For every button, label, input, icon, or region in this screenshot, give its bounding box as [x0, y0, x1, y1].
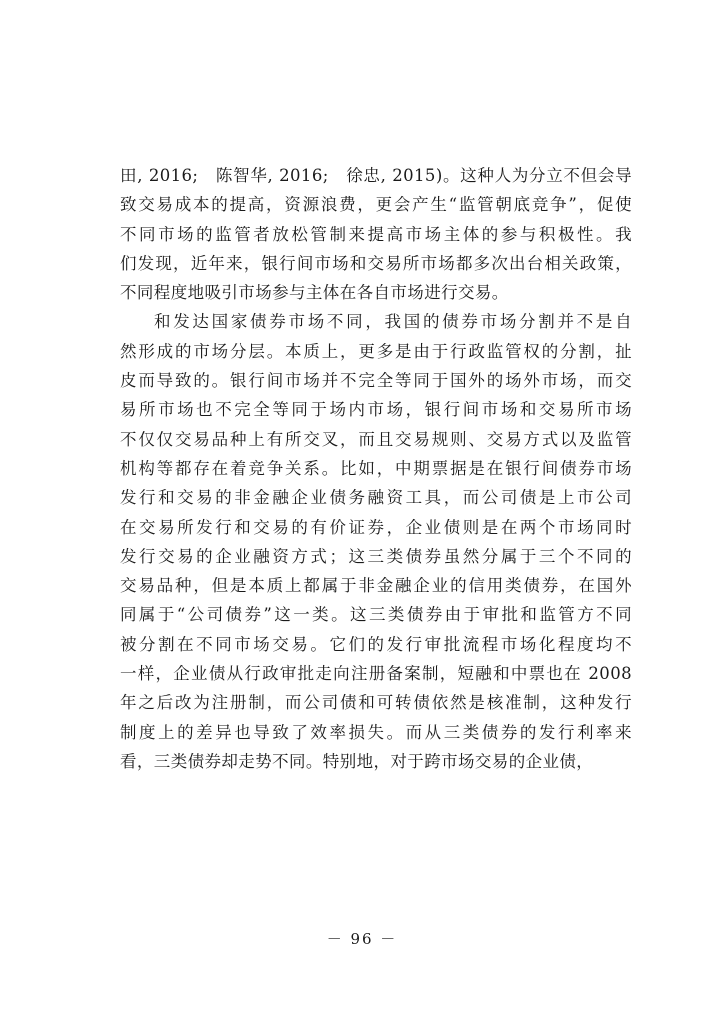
text-line: 被分割在不同市场交易。它们的发行审批流程市场化程度均不: [120, 634, 632, 654]
text-line: 年之后改为注册制，而公司债和可转债依然是核准制，这种发行: [120, 693, 632, 713]
page-number: － 96 －: [326, 930, 398, 948]
paragraph-2: [120, 307, 632, 776]
text-line: 交易品种，但是本质上都属于非金融企业的信用类债券，在国外: [120, 576, 632, 596]
text-line: 一样，企业债从行政审批走向注册备案制，短融和中票也在 2008: [120, 664, 632, 684]
text-line: 制度上的差异也导致了效率损失。而从三类债券的发行利率来: [120, 722, 632, 742]
text-line: 机构等都存在着竞争关系。比如，中期票据是在银行间债券市场: [120, 458, 632, 478]
text-line: 同属于“公司债券”这一类。这三类债券由于审批和监管方不同: [120, 605, 632, 625]
paragraph-1: [120, 161, 632, 307]
text-line: 易所市场也不完全等同于场内市场，银行间市场和交易所市场: [120, 400, 632, 420]
text-line: 看，三类债券却走势不同。特别地，对于跨市场交易的企业债，: [120, 751, 594, 771]
text-line: 致交易成本的提高，资源浪费，更会产生“监管朝底竞争”，促使: [120, 195, 632, 215]
text-line: 皮而导致的。银行间市场并不完全等同于国外的场外市场，而交: [120, 371, 632, 391]
text-line: 不同市场的监管者放松管制来提高市场主体的参与积极性。我: [120, 224, 632, 244]
text-line: 们发现，近年来，银行间市场和交易所市场都多次出台相关政策，: [120, 253, 632, 273]
text-line: 发行和交易的非金融企业债务融资工具，而公司债是上市公司: [120, 488, 632, 508]
text-line: 和发达国家债券市场不同，我国的债券市场分割并不是自: [154, 312, 632, 332]
text-line: 在交易所发行和交易的有价证券，企业债则是在两个市场同时: [120, 517, 632, 537]
text-line: 不仅仅交易品种上有所交叉，而且交易规则、交易方式以及监管: [120, 429, 632, 449]
text-line: 发行交易的企业融资方式；这三类债券虽然分属于三个不同的: [120, 546, 632, 566]
text-line: 然形成的市场分层。本质上，更多是由于行政监管权的分割，扯: [120, 341, 632, 361]
body-text: [120, 161, 632, 776]
text-line: 田, 2016; 陈智华, 2016; 徐忠, 2015)。这种人为分立不但会导: [120, 166, 632, 185]
text-line: 不同程度地吸引市场参与主体在各自市场进行交易。: [120, 283, 509, 303]
